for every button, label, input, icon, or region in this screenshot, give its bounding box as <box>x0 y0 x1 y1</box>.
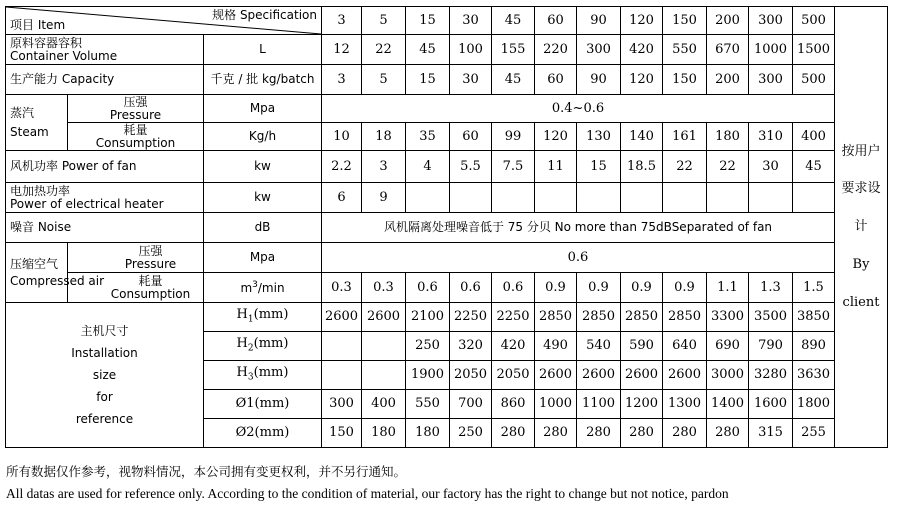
spec-90: 90 <box>577 7 621 35</box>
value-cell: 30 <box>749 151 793 183</box>
value-cell: 220 <box>535 35 577 65</box>
value-cell <box>450 183 492 213</box>
heater-power-label <box>6 183 204 213</box>
value-cell: 0.9 <box>621 273 663 303</box>
footnote-en: All datas are used for reference only. According to the condition of material, our factory has the right to change but not notice, pardon <box>6 486 729 501</box>
label-en: Container Volume <box>10 48 118 63</box>
unit-text: H <box>236 307 248 323</box>
air-pressure-value: 0.6 <box>322 243 835 273</box>
label-en: Pressure <box>109 107 162 122</box>
unit-cell <box>204 303 322 332</box>
value-cell: 0.9 <box>535 273 577 303</box>
value-cell: 0.6 <box>492 273 535 303</box>
value-cell: 640 <box>663 332 707 361</box>
capacity-row <box>6 65 888 95</box>
value-cell: 3000 <box>707 361 749 390</box>
value-cell: 11 <box>535 151 577 183</box>
steam-consumption-label <box>68 123 204 151</box>
unit-text: H <box>236 365 248 381</box>
value-cell: 550 <box>406 390 450 419</box>
value-cell: 15 <box>577 151 621 183</box>
value-cell: 280 <box>492 419 535 448</box>
value-cell: 200 <box>707 65 749 95</box>
value-cell: 1.3 <box>749 273 793 303</box>
footnote-cn: 所有数据仅作参考，视物料情况，本公司拥有变更权利，并不另行通知。 <box>6 464 407 479</box>
value-cell: 150 <box>663 65 707 95</box>
noise-row <box>6 213 888 243</box>
value-cell: 1500 <box>793 35 835 65</box>
value-cell: 310 <box>749 123 793 151</box>
value-cell: 180 <box>362 419 406 448</box>
header-row <box>6 7 888 35</box>
unit-cell: Kg/h <box>204 123 322 151</box>
spec-15: 15 <box>406 7 450 35</box>
value-cell: 280 <box>535 419 577 448</box>
value-cell <box>406 183 450 213</box>
value-cell: 1300 <box>663 390 707 419</box>
value-cell: 255 <box>793 419 835 448</box>
label-en: Power of electrical heater <box>10 196 164 211</box>
value-cell: 790 <box>749 332 793 361</box>
spec-150: 150 <box>663 7 707 35</box>
unit-cell: kw <box>204 151 322 183</box>
heater-power-row <box>6 183 888 213</box>
compressed-air-label <box>6 243 105 303</box>
value-cell: 2.2 <box>322 151 362 183</box>
value-cell: 1100 <box>577 390 621 419</box>
value-cell: 300 <box>749 65 793 95</box>
fan-power-row <box>6 151 888 183</box>
label-cn: 耗量 <box>138 273 163 288</box>
value-cell: 45 <box>793 151 835 183</box>
air-consumption-row <box>6 273 888 303</box>
install-h1-row <box>6 303 888 332</box>
unit-cell: Ø2(mm) <box>204 419 322 448</box>
value-cell: 35 <box>406 123 450 151</box>
value-cell: 2850 <box>535 303 577 332</box>
value-cell: 1000 <box>535 390 577 419</box>
value-cell: 3280 <box>749 361 793 390</box>
value-cell: 100 <box>450 35 492 65</box>
steam-label <box>6 95 68 151</box>
label-en: Consumption <box>110 286 191 301</box>
value-cell: 60 <box>450 123 492 151</box>
value-cell: 0.6 <box>450 273 492 303</box>
value-cell: 670 <box>707 35 749 65</box>
spec-200: 200 <box>707 7 749 35</box>
value-cell <box>707 183 749 213</box>
value-cell: 2600 <box>663 361 707 390</box>
value-cell: 18 <box>362 123 406 151</box>
air-pressure-label <box>68 243 204 273</box>
spec-60: 60 <box>535 7 577 35</box>
value-cell: 420 <box>492 332 535 361</box>
value-cell: 4 <box>406 151 450 183</box>
spec-45: 45 <box>492 7 535 35</box>
label-en: Steam <box>10 124 49 139</box>
value-cell: 250 <box>406 332 450 361</box>
value-cell: 5.5 <box>450 151 492 183</box>
value-cell: 22 <box>362 35 406 65</box>
value-cell <box>577 183 621 213</box>
value-cell: 30 <box>450 65 492 95</box>
unit-text: H <box>236 336 248 352</box>
value-cell: 400 <box>793 123 835 151</box>
value-cell: 0.9 <box>577 273 621 303</box>
spec-label: 规格 Specification <box>212 8 317 22</box>
value-cell: 2600 <box>362 303 406 332</box>
unit-cell: Mpa <box>204 243 322 273</box>
value-cell: 400 <box>362 390 406 419</box>
value-cell: 2050 <box>492 361 535 390</box>
value-cell: 2250 <box>450 303 492 332</box>
unit-cell: kw <box>204 183 322 213</box>
unit-cell: L <box>204 35 322 65</box>
value-cell: 130 <box>577 123 621 151</box>
unit-cell <box>204 332 322 361</box>
value-cell <box>663 183 707 213</box>
side-note-line: 按用户 <box>841 143 881 159</box>
value-cell: 9 <box>362 183 406 213</box>
capacity-label: 生产能力 Capacity <box>6 65 204 95</box>
side-note-line: client <box>842 294 880 310</box>
side-note-line: By <box>852 256 870 272</box>
unit-subscript: 1 <box>247 315 254 326</box>
unit-tail: (mm) <box>253 336 289 352</box>
value-cell: 120 <box>535 123 577 151</box>
noise-value: 风机隔离处理噪音低于 75 分贝 No more than 75dBSeparated of fan <box>322 213 835 243</box>
value-cell: 140 <box>621 123 663 151</box>
label-en: Consumption <box>95 135 176 150</box>
value-cell: 3 <box>362 151 406 183</box>
label-en: Compressed air <box>10 273 105 288</box>
spec-item-header-cell <box>6 7 322 35</box>
value-cell: 161 <box>663 123 707 151</box>
value-cell: 250 <box>450 419 492 448</box>
spec-table-container <box>5 6 888 448</box>
value-cell: 2050 <box>450 361 492 390</box>
value-cell: 0.3 <box>362 273 406 303</box>
unit-tail: (mm) <box>253 365 289 381</box>
value-cell: 280 <box>621 419 663 448</box>
value-cell: 0.3 <box>322 273 362 303</box>
value-cell: 280 <box>663 419 707 448</box>
value-cell: 500 <box>793 65 835 95</box>
label-en: for <box>96 390 113 404</box>
side-note-line: 计 <box>854 219 868 235</box>
installation-label <box>6 303 204 448</box>
label-en: size <box>92 368 117 382</box>
spec-300: 300 <box>749 7 793 35</box>
value-cell: 2850 <box>621 303 663 332</box>
value-cell: 90 <box>577 65 621 95</box>
value-cell: 280 <box>707 419 749 448</box>
value-cell <box>535 183 577 213</box>
container-volume-row <box>6 35 888 65</box>
label-cn: 耗量 <box>123 122 148 137</box>
value-cell: 3630 <box>793 361 835 390</box>
value-cell: 18.5 <box>621 151 663 183</box>
value-cell: 550 <box>663 35 707 65</box>
value-cell: 155 <box>492 35 535 65</box>
value-cell: 1900 <box>406 361 450 390</box>
value-cell: 320 <box>450 332 492 361</box>
unit-cell: Ø1(mm) <box>204 390 322 419</box>
value-cell: 45 <box>406 35 450 65</box>
steam-pressure-row <box>6 95 888 123</box>
label-en: Installation <box>71 346 138 360</box>
unit-cell <box>204 273 322 303</box>
value-cell: 300 <box>322 390 362 419</box>
specification-table <box>5 6 888 448</box>
value-cell: 280 <box>577 419 621 448</box>
value-cell: 700 <box>450 390 492 419</box>
value-cell <box>749 183 793 213</box>
label-cn: 电加热功率 <box>10 183 71 198</box>
unit-subscript: 3 <box>247 373 254 384</box>
steam-pressure-value: 0.4~0.6 <box>322 95 835 123</box>
spec-5: 5 <box>362 7 406 35</box>
value-cell <box>362 332 406 361</box>
air-pressure-row <box>6 243 888 273</box>
label-cn: 主机尺寸 <box>80 324 129 338</box>
label-en: reference <box>75 412 134 426</box>
value-cell: 2600 <box>322 303 362 332</box>
value-cell: 2850 <box>577 303 621 332</box>
steam-pressure-label <box>68 95 204 123</box>
value-cell: 60 <box>535 65 577 95</box>
value-cell: 2100 <box>406 303 450 332</box>
value-cell: 180 <box>406 419 450 448</box>
unit-subscript: 2 <box>247 344 254 355</box>
value-cell: 490 <box>535 332 577 361</box>
value-cell: 12 <box>322 35 362 65</box>
value-cell: 5 <box>362 65 406 95</box>
value-cell <box>492 183 535 213</box>
value-cell: 45 <box>492 65 535 95</box>
value-cell: 10 <box>322 123 362 151</box>
value-cell: 120 <box>621 65 663 95</box>
spec-3: 3 <box>322 7 362 35</box>
value-cell: 2600 <box>621 361 663 390</box>
unit-cell: Mpa <box>204 95 322 123</box>
value-cell <box>362 361 406 390</box>
spec-500: 500 <box>793 7 835 35</box>
value-cell: 3 <box>322 65 362 95</box>
value-cell: 1400 <box>707 390 749 419</box>
steam-consumption-row <box>6 123 888 151</box>
unit-tail: /min <box>257 280 285 295</box>
value-cell: 6 <box>322 183 362 213</box>
side-note-line: 要求设 <box>841 181 881 197</box>
value-cell: 1.1 <box>707 273 749 303</box>
noise-label: 噪音 Noise <box>6 213 204 243</box>
fan-power-label: 风机功率 Power of fan <box>6 151 204 183</box>
value-cell: 540 <box>577 332 621 361</box>
value-cell: 1000 <box>749 35 793 65</box>
unit-superscript: 3 <box>252 279 258 290</box>
value-cell: 3300 <box>707 303 749 332</box>
label-cn: 原料容器容积 <box>10 35 83 50</box>
value-cell: 0.6 <box>406 273 450 303</box>
unit-tail: (mm) <box>253 307 289 323</box>
value-cell: 22 <box>707 151 749 183</box>
value-cell: 1.5 <box>793 273 835 303</box>
label-cn: 蒸汽 <box>10 105 35 120</box>
unit-text: m <box>240 280 253 295</box>
value-cell: 2600 <box>535 361 577 390</box>
value-cell: 180 <box>707 123 749 151</box>
value-cell: 300 <box>577 35 621 65</box>
value-cell: 1200 <box>621 390 663 419</box>
value-cell: 3500 <box>749 303 793 332</box>
value-cell: 15 <box>406 65 450 95</box>
value-cell: 0.9 <box>663 273 707 303</box>
value-cell: 860 <box>492 390 535 419</box>
label-en: Pressure <box>124 256 177 271</box>
value-cell: 420 <box>621 35 663 65</box>
value-cell <box>322 361 362 390</box>
value-cell <box>793 183 835 213</box>
value-cell: 3850 <box>793 303 835 332</box>
item-label: 项目 Item <box>10 18 66 33</box>
value-cell: 2600 <box>577 361 621 390</box>
label-cn: 压缩空气 <box>10 256 59 271</box>
spec-30: 30 <box>450 7 492 35</box>
label-cn: 压强 <box>123 94 148 109</box>
label-cn: 压强 <box>138 243 163 258</box>
value-cell: 315 <box>749 419 793 448</box>
value-cell: 2250 <box>492 303 535 332</box>
value-cell: 1800 <box>793 390 835 419</box>
unit-cell: 千克 / 批 kg/batch <box>204 65 322 95</box>
value-cell: 590 <box>621 332 663 361</box>
value-cell: 99 <box>492 123 535 151</box>
value-cell: 22 <box>663 151 707 183</box>
unit-cell: dB <box>204 213 322 243</box>
spec-120: 120 <box>621 7 663 35</box>
value-cell: 150 <box>322 419 362 448</box>
value-cell: 2850 <box>663 303 707 332</box>
value-cell: 1600 <box>749 390 793 419</box>
unit-cell <box>204 361 322 390</box>
value-cell <box>322 332 362 361</box>
value-cell: 690 <box>707 332 749 361</box>
container-volume-label <box>6 35 204 65</box>
value-cell: 890 <box>793 332 835 361</box>
value-cell <box>621 183 663 213</box>
value-cell: 7.5 <box>492 151 535 183</box>
side-note <box>835 7 888 448</box>
